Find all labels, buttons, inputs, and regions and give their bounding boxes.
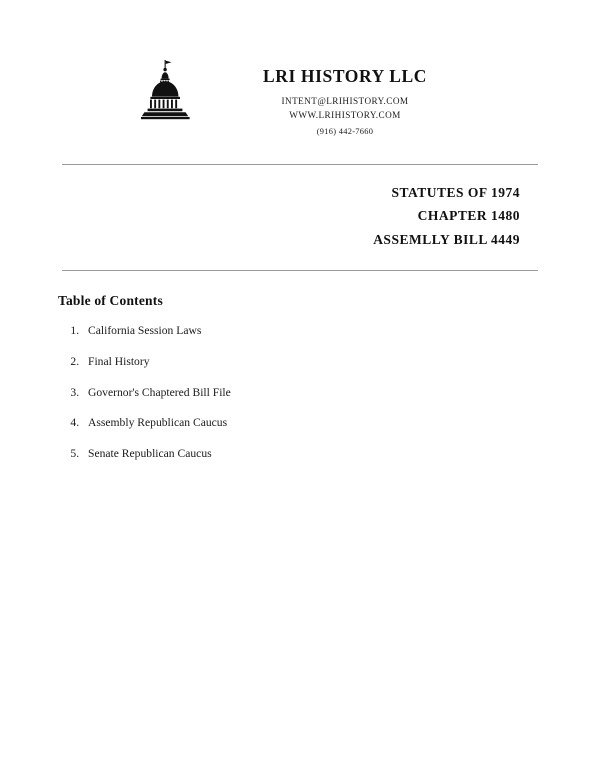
capitol-dome-logo-icon <box>130 56 202 128</box>
chapter-line: CHAPTER 1480 <box>417 208 520 224</box>
letterhead <box>0 0 600 136</box>
bill-line: ASSEMLLY BILL 4449 <box>373 231 520 247</box>
organization-website: WWW.LRIHISTORY.COM <box>289 110 401 121</box>
statutes-line: STATUTES OF 1974 <box>391 184 520 200</box>
organization-email: INTENT@LRIHISTORY.COM <box>281 96 409 106</box>
table-of-contents-list <box>58 323 600 461</box>
organization-phone: (916) 442-7660 <box>316 126 374 136</box>
table-of-contents-heading: Table of Contents <box>58 293 163 309</box>
list-item[interactable] <box>82 415 600 431</box>
toc-item-label: Assembly Republican Caucus <box>88 416 228 430</box>
list-item[interactable] <box>82 446 600 462</box>
organization-block <box>220 56 470 136</box>
toc-item-label: Senate Republican Caucus <box>88 446 212 460</box>
table-of-contents <box>0 271 600 461</box>
list-item[interactable] <box>82 323 600 339</box>
organization-name: LRI HISTORY LLC <box>263 66 427 86</box>
document-title-block <box>0 165 600 252</box>
toc-item-label: Governor's Chaptered Bill File <box>88 385 231 399</box>
toc-item-label: Final History <box>88 355 150 369</box>
toc-item-label: California Session Laws <box>88 324 202 338</box>
list-item[interactable] <box>82 385 600 401</box>
list-item[interactable] <box>82 354 600 370</box>
